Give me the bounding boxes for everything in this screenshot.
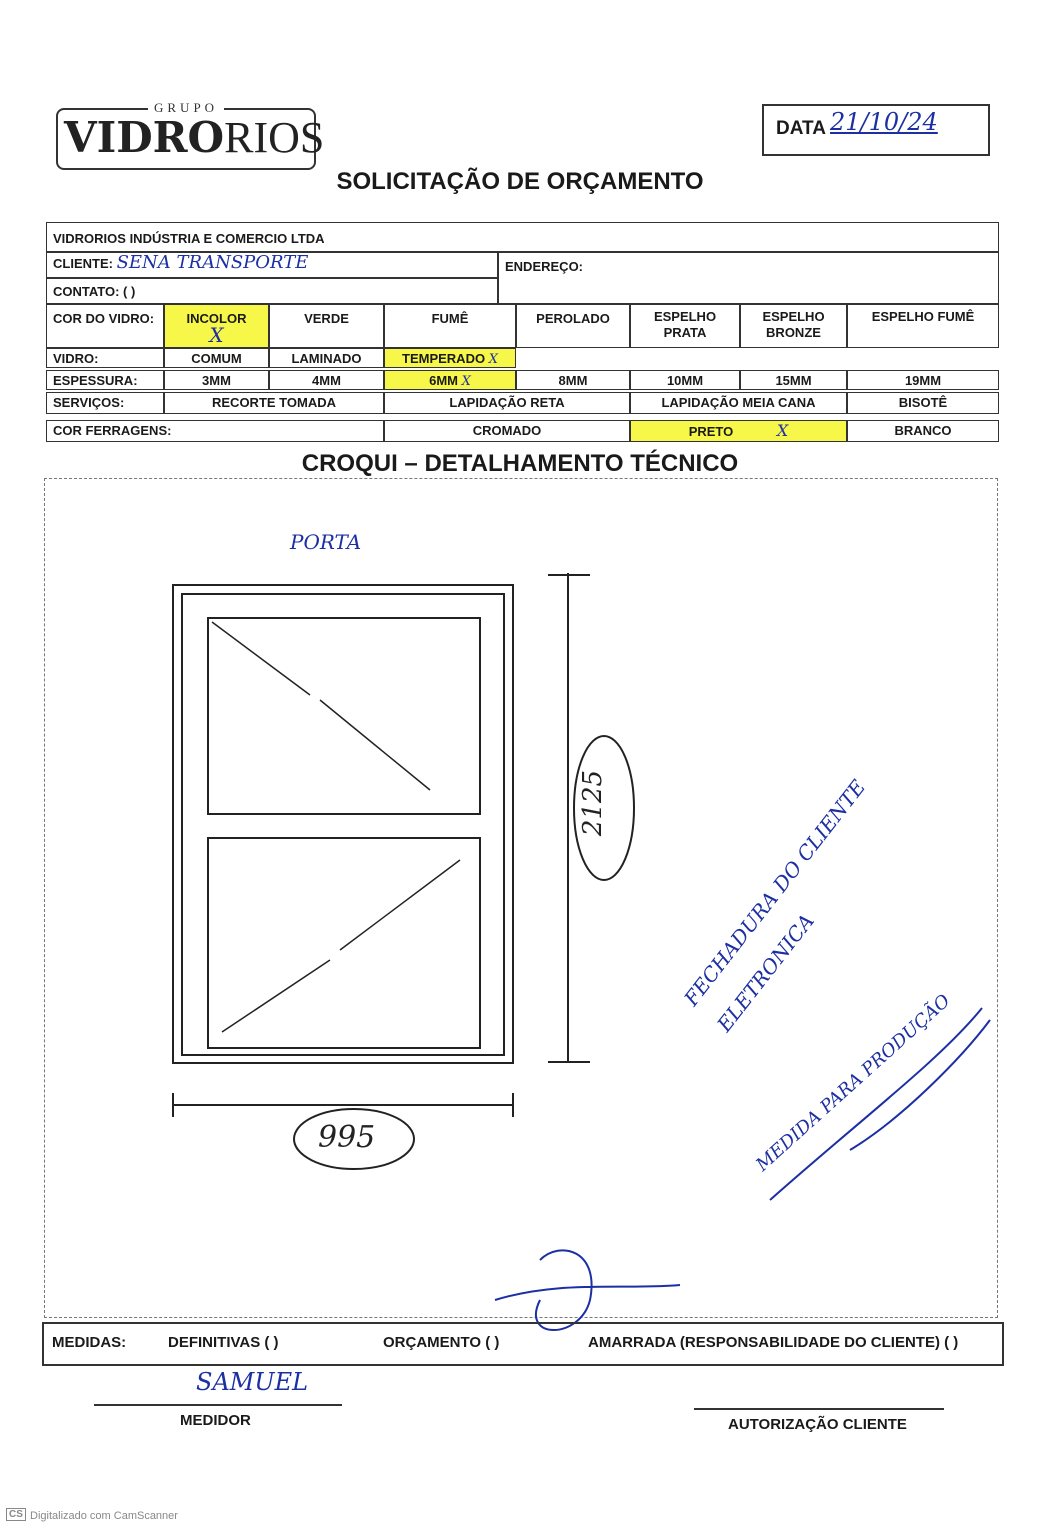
camscanner-footer: Digitalizado com CamScanner xyxy=(30,1510,178,1522)
width-value: 995 xyxy=(318,1120,376,1155)
autorizacao-label: AUTORIZAÇÃO CLIENTE xyxy=(728,1416,907,1433)
height-value: 2125 xyxy=(578,769,609,837)
medidor-name: SAMUEL xyxy=(196,1368,309,1396)
cor-verde: VERDE xyxy=(269,304,384,348)
servico-lapidacao-reta: LAPIDAÇÃO RETA xyxy=(384,392,630,414)
ferragens-label: COR FERRAGENS: xyxy=(46,420,384,442)
espessura-3mm: 3MM xyxy=(164,370,269,390)
espessura-10mm: 10MM xyxy=(630,370,740,390)
ferragens-cromado: CROMADO xyxy=(384,420,630,442)
vidro-temperado-mark: X xyxy=(488,352,498,367)
autorizacao-signature-line xyxy=(694,1408,944,1410)
espessura-6mm-label: 6MM xyxy=(429,373,458,388)
servico-bisote: BISOTÊ xyxy=(847,392,999,414)
vidro-temperado-label: TEMPERADO xyxy=(402,351,486,366)
cor-incolor-mark: X xyxy=(209,323,224,347)
croqui-title: CROQUI – DETALHAMENTO TÉCNICO xyxy=(301,450,739,477)
endereco-field: ENDEREÇO: xyxy=(498,252,999,304)
note-fechadura: FECHADURA DO CLIENTE ELETRONICA xyxy=(679,775,871,1037)
medidas-label: MEDIDAS: xyxy=(52,1334,127,1351)
espessura-6mm-mark: X xyxy=(461,374,471,389)
cor-fume: FUMÊ xyxy=(384,304,516,348)
note-medida: MEDIDA PARA PRODUÇÃO xyxy=(752,990,955,1176)
logo-grupo: GRUPO xyxy=(148,100,224,116)
espessura-8mm: 8MM xyxy=(516,370,630,390)
camscanner-badge: CS xyxy=(6,1508,26,1521)
vidro-label: VIDRO: xyxy=(46,348,164,368)
pen-stroke xyxy=(770,1008,990,1200)
cor-label: COR DO VIDRO: xyxy=(46,304,164,348)
definitivas-option: DEFINITIVAS ( ) xyxy=(168,1334,279,1351)
medidor-label: MEDIDOR xyxy=(180,1412,251,1429)
servicos-label: SERVIÇOS: xyxy=(46,392,164,414)
espessura-4mm: 4MM xyxy=(269,370,384,390)
espessura-label: ESPESSURA: xyxy=(46,370,164,390)
date-value: 21/10/24 xyxy=(830,108,938,136)
cor-perolado: PEROLADO xyxy=(516,304,630,348)
logo-brand-bold: VIDRO xyxy=(64,113,225,162)
espessura-15mm: 15MM xyxy=(740,370,847,390)
logo-brand-light: RIOS xyxy=(224,113,325,162)
porta-label: PORTA xyxy=(290,530,362,554)
cor-incolor-label: INCOLOR xyxy=(186,311,247,326)
cliente-value: SENA TRANSPORTE xyxy=(116,252,309,273)
cor-espelho-prata: ESPELHO PRATA xyxy=(630,304,740,348)
vidro-comum: COMUM xyxy=(164,348,269,368)
client-signature xyxy=(495,1250,680,1330)
orcamento-option: ORÇAMENTO ( ) xyxy=(383,1334,500,1351)
cliente-label: CLIENTE: xyxy=(53,256,113,271)
amarrada-option: AMARRADA (RESPONSABILIDADE DO CLIENTE) ( ) xyxy=(588,1334,959,1351)
servico-lapidacao-meia-cana: LAPIDAÇÃO MEIA CANA xyxy=(630,392,847,414)
vidro-laminado: LAMINADO xyxy=(269,348,384,368)
glass-lines xyxy=(212,622,460,1032)
dimension-lines xyxy=(173,573,590,1117)
company-name: VIDRORIOS INDÚSTRIA E COMERCIO LTDA xyxy=(46,222,999,252)
ferragens-preto-label: PRETO xyxy=(688,424,734,439)
ferragens-preto-mark: X xyxy=(776,421,789,440)
page-title: SOLICITAÇÃO DE ORÇAMENTO xyxy=(336,168,704,195)
contato-field: CONTATO: ( ) xyxy=(46,278,498,304)
ferragens-branco: BRANCO xyxy=(847,420,999,442)
cor-espelho-fume: ESPELHO FUMÊ xyxy=(847,304,999,348)
servico-recorte-tomada: RECORTE TOMADA xyxy=(164,392,384,414)
cor-espelho-bronze: ESPELHO BRONZE xyxy=(740,304,847,348)
date-label: DATA xyxy=(776,118,826,139)
espessura-19mm: 19MM xyxy=(847,370,999,390)
door-frame xyxy=(173,585,513,1063)
medidor-signature-line xyxy=(94,1404,342,1406)
